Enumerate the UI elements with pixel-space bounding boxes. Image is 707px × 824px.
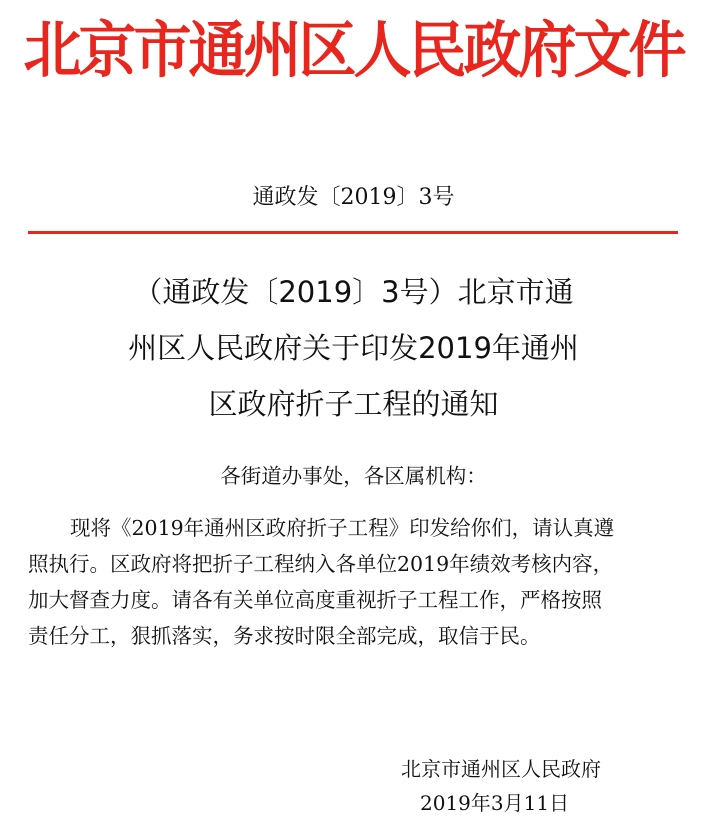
document-number: 通政发〔2019〕3号 — [252, 185, 455, 210]
body-line: 责任分工，狠抓落实，务求按时限全部完成，取信于民。 — [28, 624, 541, 648]
salutation: 各街道办事处，各区属机构： — [220, 464, 487, 488]
issue-date: 2019年3月11日 — [420, 791, 570, 815]
red-divider-line — [28, 231, 678, 234]
body-line: 照执行。区政府将把折子工程纳入各单位2019年绩效考核内容， — [28, 552, 614, 576]
issuing-organization: 北京市通州区人民政府 — [401, 757, 601, 781]
title-line: 州区人民政府关于印发2019年通州 — [128, 331, 579, 365]
title-line: （通政发〔2019〕3号）北京市通 — [133, 275, 574, 309]
body-line: 现将《2019年通州区政府折子工程》印发给你们，请认真遵 — [70, 516, 615, 540]
body-line: 加大督查力度。请各有关单位高度重视折子工程工作，严格按照 — [28, 588, 602, 612]
masthead-title: 北京市通州区人民政府文件 — [23, 14, 684, 86]
title-line: 区政府折子工程的通知 — [208, 387, 499, 421]
body-paragraph — [28, 510, 678, 654]
notice-title — [0, 264, 707, 432]
